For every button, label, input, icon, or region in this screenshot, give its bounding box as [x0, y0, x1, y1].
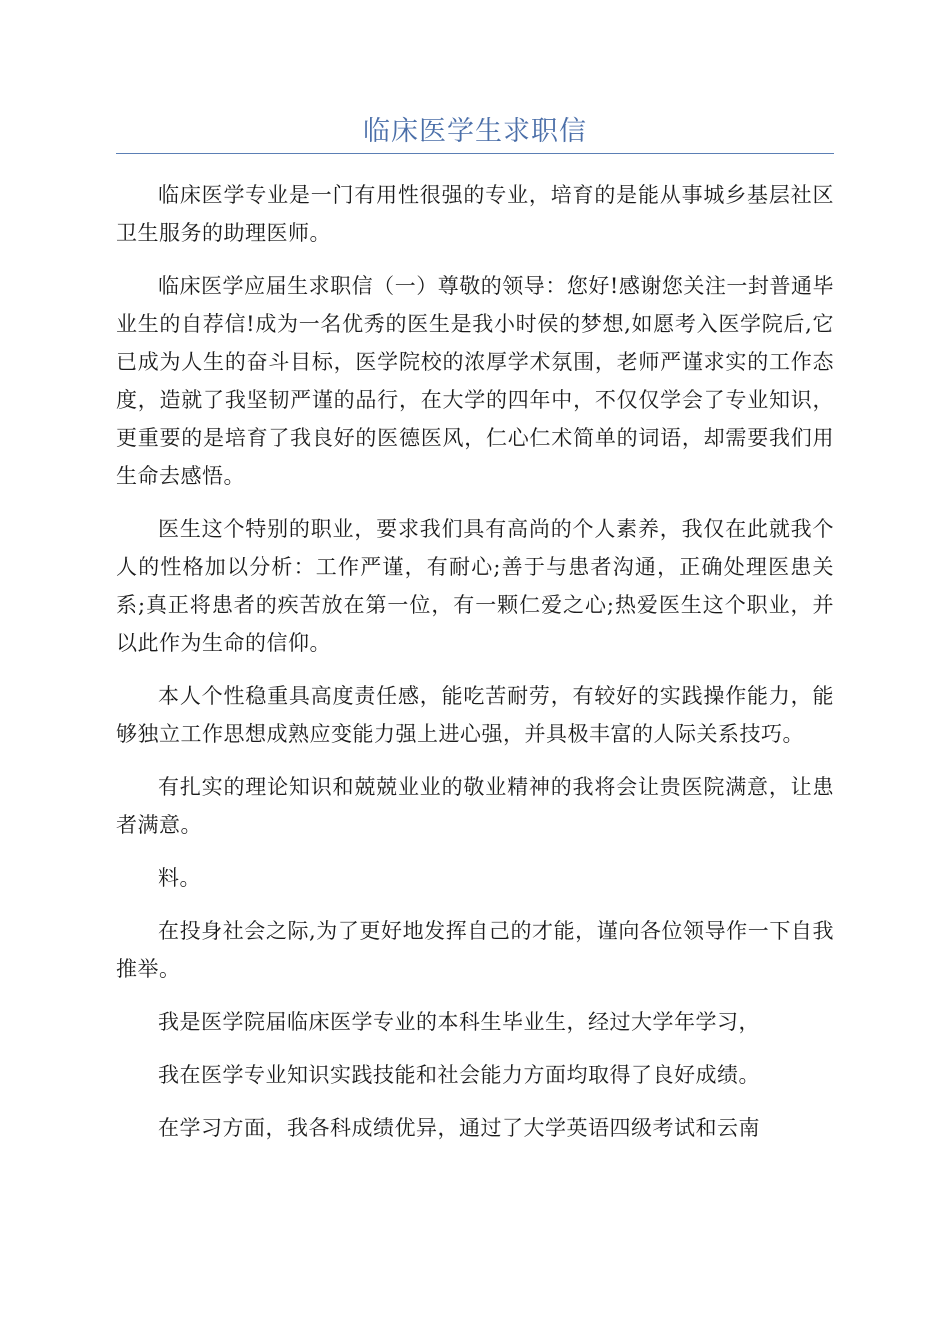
paragraph: 我在医学专业知识实践技能和社会能力方面均取得了良好成绩。 [158, 1063, 760, 1087]
paragraph: 我是医学院届临床医学专业的本科生毕业生，经过大学年学习， [158, 1010, 760, 1034]
paragraph: 在投身社会之际,为了更好地发挥自己的才能，谨向各位领导作一下自我推举。 [116, 919, 834, 981]
paragraph: 有扎实的理论知识和兢兢业业的敬业精神的我将会让贵医院满意，让患者满意。 [116, 775, 834, 837]
title-underline [116, 153, 834, 154]
document-body [116, 176, 834, 1162]
document-title: 临床医学生求职信 [363, 116, 587, 147]
paragraph: 医生这个特别的职业，要求我们具有高尚的个人素养，我仅在此就我个人的性格加以分析：工作严谨，有耐心;善于与患者沟通，正确处理医患关系;真正将患者的疾苦放在第一位，有一颗仁爱之心;热爱医生这个职业，并以此作为生命的信仰。 [116, 517, 834, 655]
paragraph: 料。 [158, 866, 201, 890]
paragraph: 在学习方面，我各科成绩优异，通过了大学英语四级考试和云南 [158, 1116, 760, 1140]
paragraph: 临床医学应届生求职信（一）尊敬的领导：您好!感谢您关注一封普通毕业生的自荐信!成为一名优秀的医生是我小时侯的梦想,如愿考入医学院后,它已成为人生的奋斗目标，医学院校的浓厚学术氛围，老师严谨求实的工作态度，造就了我坚韧严谨的品行，在大学的四年中，不仅仅学会了专业知识，更重要的是培育了我良好的医德医风，仁心仁术简单的词语，却需要我们用生命去感悟。 [116, 274, 834, 488]
paragraph: 临床医学专业是一门有用性很强的专业，培育的是能从事城乡基层社区卫生服务的助理医师。 [116, 183, 834, 245]
paragraph: 本人个性稳重具高度责任感，能吃苦耐劳，有较好的实践操作能力，能够独立工作思想成熟应变能力强上进心强，并具极丰富的人际关系技巧。 [116, 684, 834, 746]
